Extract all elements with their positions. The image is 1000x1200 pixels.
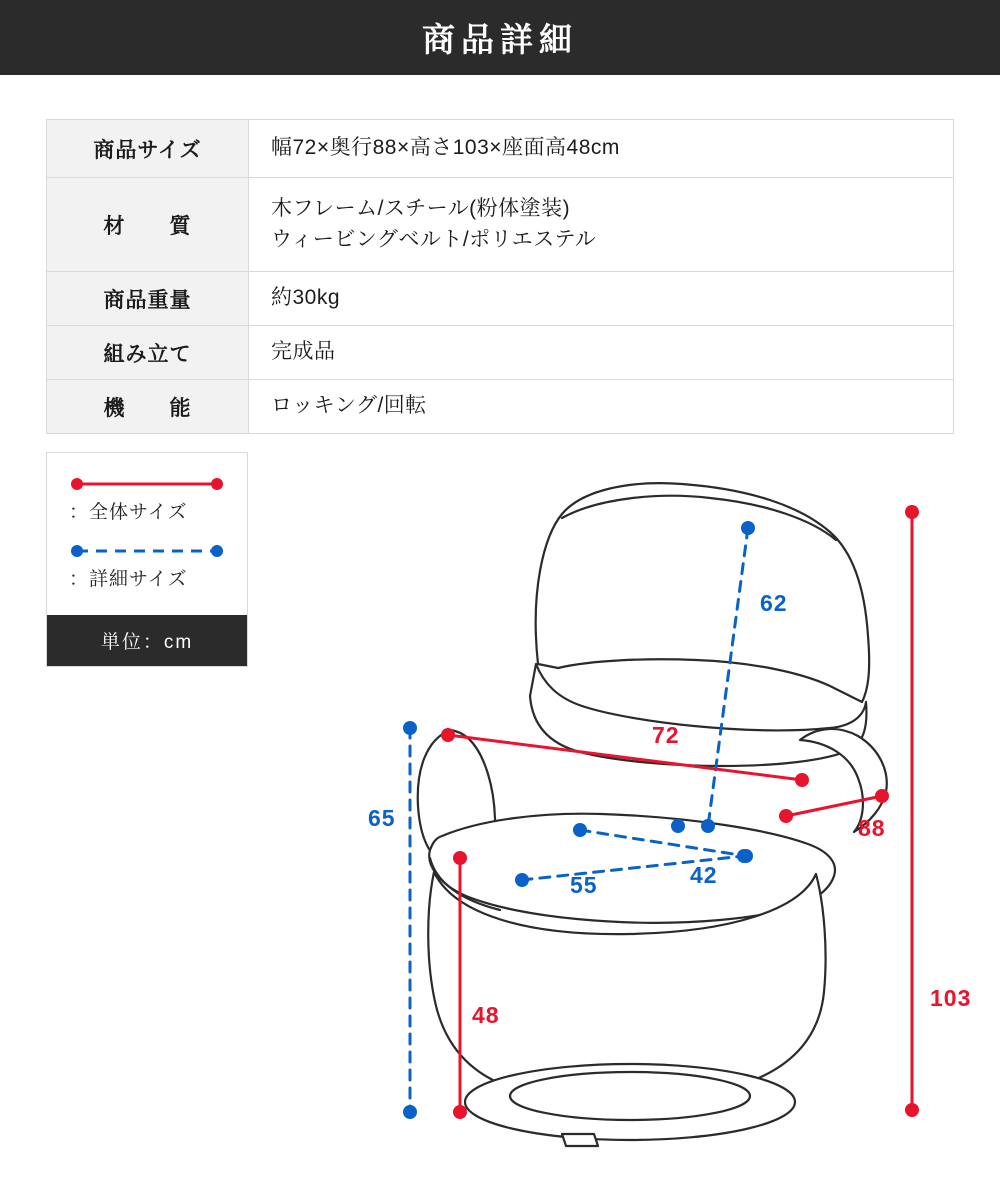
spec-label: 組み立て (47, 326, 249, 380)
dim-point-65-top (403, 721, 417, 735)
dim-point-72-right (795, 773, 809, 787)
dim-point-42-mid (671, 819, 685, 833)
spec-label: 機 能 (47, 380, 249, 434)
spec-value (249, 272, 954, 326)
legend-box (46, 452, 248, 667)
dim-label-72: 72 (652, 722, 680, 748)
spec-value-line: 完成品 (271, 340, 336, 364)
dim-point-42-right (739, 849, 753, 863)
legend-overall-label: ：全体サイズ (69, 502, 188, 523)
dim-point-62-top (741, 521, 755, 535)
dim-point-65-bottom (403, 1105, 417, 1119)
backrest-shape (536, 483, 869, 702)
spec-value (249, 326, 954, 380)
page-header (0, 0, 1000, 75)
dim-point-48-bottom (453, 1105, 467, 1119)
dim-point-48-top (453, 851, 467, 865)
spec-table (46, 119, 954, 434)
solid-line-icon (67, 474, 227, 494)
table-row (47, 178, 954, 272)
dim-point-103-top (905, 505, 919, 519)
legend-body (47, 453, 247, 615)
dim-point-88-right (875, 789, 889, 803)
spec-value-line: 幅72×奥行88×高さ103×座面高48cm (271, 136, 620, 160)
dim-point-55-left (515, 873, 529, 887)
dim-label-88: 88 (858, 815, 886, 841)
spec-value (249, 380, 954, 434)
dim-point-103-bottom (905, 1103, 919, 1117)
spec-value (249, 178, 954, 272)
dim-point-72-left (441, 728, 455, 742)
spec-value-line: ロッキング/回転 (271, 394, 427, 418)
dim-label-55: 55 (570, 872, 598, 898)
legend-overall-line (47, 471, 247, 497)
legend-detail-label: ：詳細サイズ (69, 569, 188, 590)
dim-point-62-bottom (701, 819, 715, 833)
table-row (47, 380, 954, 434)
spec-value-line: 木フレーム/スチール(粉体塗装) (271, 197, 571, 221)
legend-unit-label: 単位：cm (47, 615, 247, 666)
dashed-line-icon (67, 541, 227, 561)
table-row (47, 120, 954, 178)
legend-detail-line (47, 538, 247, 564)
spec-value (249, 120, 954, 178)
base-foot (562, 1134, 598, 1146)
spec-label: 商品サイズ (47, 120, 249, 178)
dim-label-42: 42 (690, 862, 718, 888)
dim-label-62: 62 (760, 590, 788, 616)
dim-label-65: 65 (368, 805, 396, 831)
spec-value-line: 約30kg (271, 286, 341, 310)
page-title: 商品詳細 (422, 21, 578, 58)
table-row (47, 326, 954, 380)
dim-point-42-left (573, 823, 587, 837)
dim-label-48: 48 (472, 1002, 500, 1028)
spec-label: 商品重量 (47, 272, 249, 326)
dimension-diagram (330, 440, 1000, 1170)
spec-value-line: ウィービングベルト/ポリエステル (271, 227, 597, 251)
spec-label: 材 質 (47, 178, 249, 272)
chair-illustration (330, 440, 1000, 1170)
dim-label-103: 103 (930, 985, 972, 1011)
table-row (47, 272, 954, 326)
dim-point-88-left (779, 809, 793, 823)
